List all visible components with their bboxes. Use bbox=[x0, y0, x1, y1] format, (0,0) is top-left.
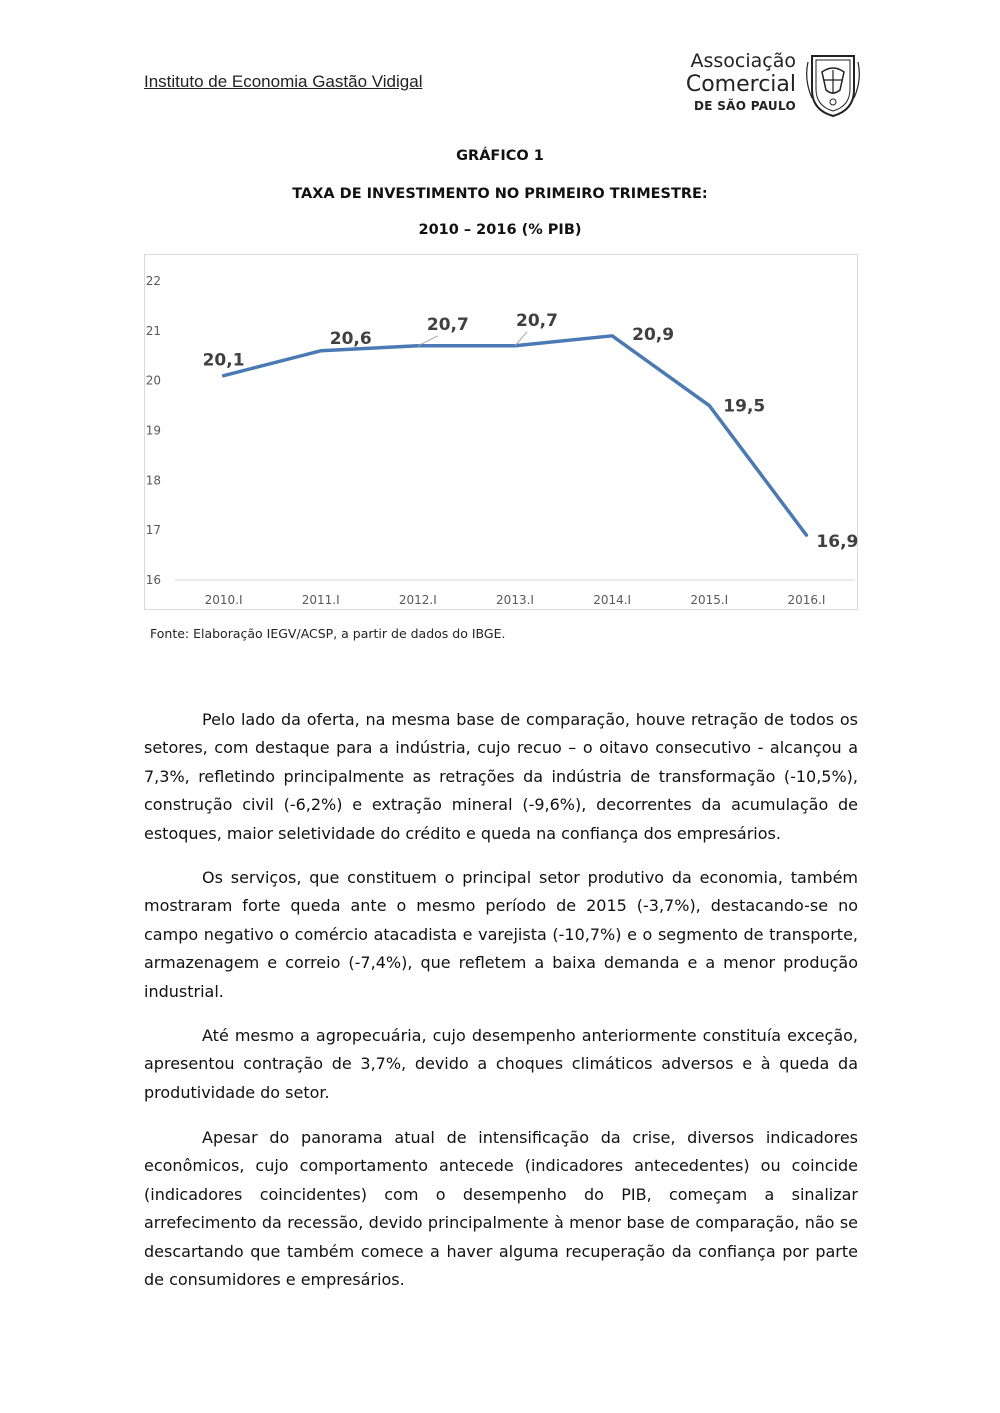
acsp-seal-icon bbox=[804, 50, 862, 118]
paragraph-1-text: Pelo lado da oferta, na mesma base de comparação, houve retração de todos os setores, com destaque para a indústria, cujo recuo – o oitavo consecutivo - alcançou a 7,3%, refletindo principalmente as retrações da indústria de transformação (-10,5%), construção civil (-6,2%) e extração mineral (-9,6%), decorrentes da acumulação de estoques, maior seletividade do crédito e queda na confiança dos empresários. bbox=[144, 710, 858, 843]
data-point bbox=[319, 349, 322, 352]
data-label: 20,6 bbox=[329, 328, 372, 349]
y-tick-label: 19 bbox=[145, 423, 161, 438]
logo-line-1: Associação bbox=[690, 50, 796, 72]
chart-subtitle: 2010 – 2016 (% PIB) bbox=[418, 222, 582, 238]
data-label: 20,7 bbox=[516, 310, 558, 331]
data-point bbox=[708, 404, 711, 407]
data-label: 16,9 bbox=[816, 532, 859, 553]
y-tick-label: 22 bbox=[145, 274, 161, 288]
data-point bbox=[611, 334, 614, 337]
x-tick-label: 2013.I bbox=[496, 593, 534, 607]
y-tick-label: 20 bbox=[145, 373, 161, 388]
paragraph-2 bbox=[144, 864, 858, 1006]
x-tick-label: 2016.I bbox=[787, 593, 826, 607]
data-label: 20,7 bbox=[426, 314, 469, 335]
y-tick-label: 18 bbox=[145, 473, 161, 488]
x-tick-label: 2015.I bbox=[690, 593, 729, 607]
series-line bbox=[224, 336, 807, 535]
paragraph-1 bbox=[144, 706, 858, 848]
logo-line-2: Comercial bbox=[685, 72, 796, 97]
data-point bbox=[222, 374, 225, 377]
chart-label: GRÁFICO 1 bbox=[456, 148, 544, 164]
x-tick-label: 2010.I bbox=[204, 593, 243, 607]
y-tick-label: 17 bbox=[145, 523, 161, 538]
x-tick-label: 2011.I bbox=[301, 593, 340, 607]
x-tick-label: 2014.I bbox=[593, 593, 632, 607]
data-label: 20,1 bbox=[202, 350, 245, 371]
data-point bbox=[805, 534, 808, 537]
paragraph-3-text: Até mesmo a agropecuária, cujo desempenho anteriormente constituía exceção, apresentou contração de 3,7%, devido a choques climáticos adversos e à queda da produtividade do setor. bbox=[144, 1026, 858, 1102]
paragraph-4 bbox=[144, 1124, 858, 1294]
paragraph-3 bbox=[144, 1022, 858, 1107]
line-chart bbox=[144, 254, 858, 610]
paragraph-4-text: Apesar do panorama atual de intensificação da crise, diversos indicadores econômicos, cujo comportamento antecede (indicadores antecedentes) ou coincide (indicadores coincidentes) com o desempenho do PIB, começam a sinalizar arrefecimento da recessão, devido principalmente à menor base de comparação, não se descartando que também comece a haver alguma recuperação da confiança por parte de consumidores e empresários. bbox=[144, 1128, 858, 1290]
paragraph-2-text: Os serviços, que constituem o principal setor produtivo da economia, também mostraram forte queda ante o mesmo período de 2015 (-3,7%), destacando-se no campo negativo o comércio atacadista e varejista (-10,7%) e o segmento de transporte, armazenagem e correio (-7,4%), que refletem a baixa demanda e a menor produção industrial. bbox=[144, 868, 858, 1001]
chart-canvas bbox=[145, 255, 859, 611]
x-tick-label: 2012.I bbox=[398, 593, 437, 607]
institute-name: Instituto de Economia Gastão Vidigal bbox=[144, 72, 423, 91]
y-tick-label: 21 bbox=[145, 323, 161, 338]
y-tick-label: 16 bbox=[145, 573, 161, 587]
data-label: 20,9 bbox=[632, 324, 675, 345]
logo-line-3: DE SÃO PAULO bbox=[693, 99, 796, 113]
chart-source: Fonte: Elaboração IEGV/ACSP, a partir de dados do IBGE. bbox=[150, 626, 506, 641]
acsp-logo bbox=[685, 50, 868, 120]
data-label: 19,5 bbox=[723, 396, 766, 417]
chart-title: TAXA DE INVESTIMENTO NO PRIMEIRO TRIMESTRE: bbox=[292, 186, 708, 202]
